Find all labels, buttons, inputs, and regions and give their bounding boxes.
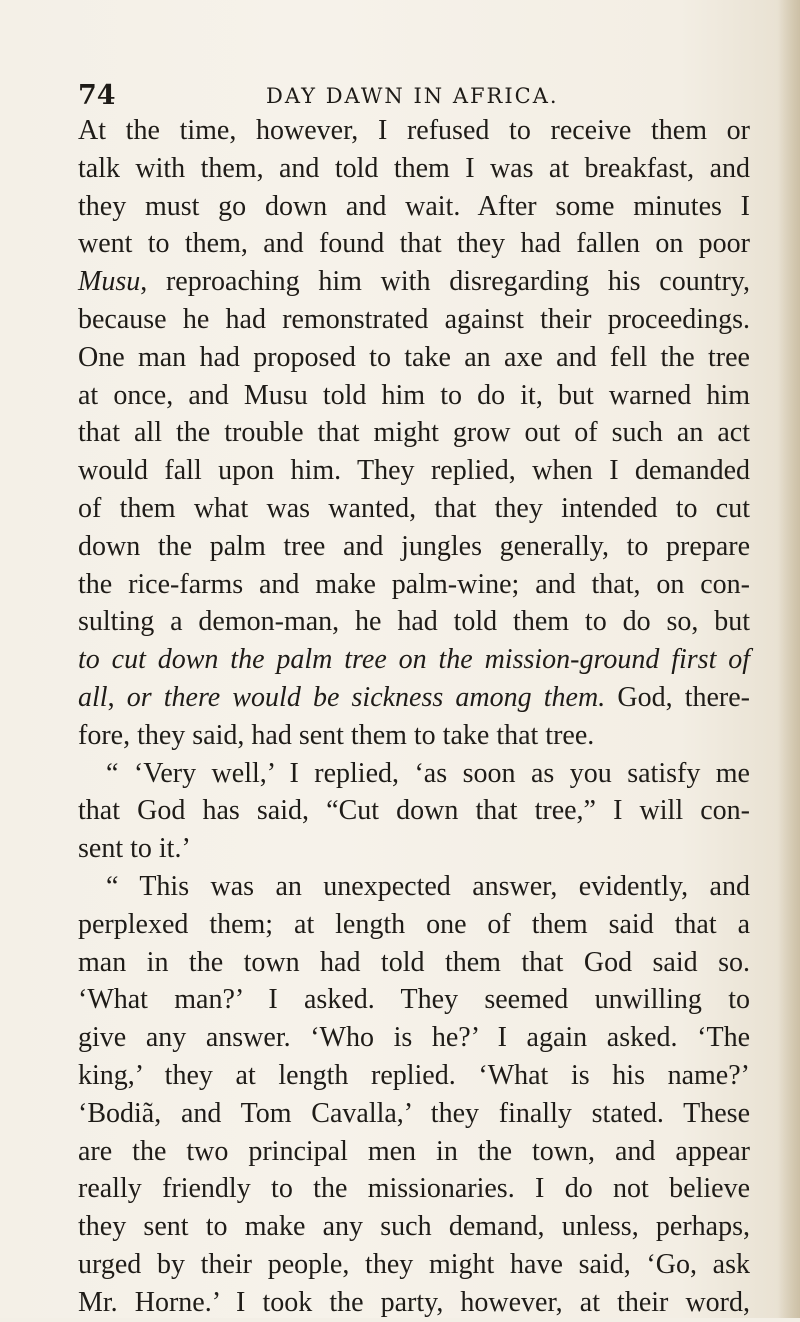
text-line <box>78 452 750 490</box>
text-line <box>78 906 750 944</box>
text-line <box>78 830 750 868</box>
text-segment: , reproaching him with disregarding his country, <box>140 266 750 298</box>
text-line <box>78 1095 750 1133</box>
text-segment: went to them, and found that they had fallen on poor <box>78 228 750 260</box>
text-line <box>78 641 750 679</box>
text-segment: because he had remonstrated against their proceedings. <box>78 303 750 335</box>
running-head: DAY DAWN IN AFRICA. <box>266 84 559 108</box>
text-segment: ‘What man?’ I asked. They seemed unwilling to <box>78 984 750 1016</box>
text-segment: , <box>107 681 127 713</box>
text-line <box>78 1057 750 1095</box>
text-segment: man in the town had told them that God said so. <box>78 946 750 978</box>
page-edge-shadow <box>778 0 800 1318</box>
text-line <box>78 1133 750 1171</box>
italic-text: Musu <box>78 266 141 298</box>
text-line <box>78 868 750 906</box>
italic-text: all <box>78 681 108 713</box>
text-line <box>78 755 750 793</box>
text-segment: they sent to make any such demand, unless, perhaps, <box>78 1211 750 1243</box>
text-line <box>78 225 750 263</box>
text-line <box>78 792 750 830</box>
text-segment: perplexed them; at length one of them said that a <box>78 908 750 940</box>
text-line <box>78 603 750 641</box>
text-segment: are the two principal men in the town, and appear <box>78 1135 750 1167</box>
text-segment: down the palm tree and jungles generally, to prepare <box>78 530 750 562</box>
text-segment: give any answer. ‘Who is he?’ I again asked. ‘The <box>78 1022 750 1054</box>
text-line <box>78 717 750 755</box>
text-line <box>78 263 750 301</box>
text-segment: of them what was wanted, that they intended to cut <box>78 492 750 524</box>
text-segment: “ This was an unexpected answer, evidently, and <box>106 870 750 902</box>
text-segment: king,’ they at length replied. ‘What is his name?’ <box>78 1059 750 1091</box>
text-line <box>78 301 750 339</box>
body-text <box>78 112 750 1322</box>
text-line <box>78 490 750 528</box>
text-segment: One man had proposed to take an axe and fell the tree <box>78 341 750 373</box>
text-line <box>78 377 750 415</box>
text-line <box>78 1246 750 1284</box>
text-line <box>78 112 750 150</box>
text-segment: urged by their people, they might have said, ‘Go, ask <box>78 1248 750 1280</box>
text-segment: the rice-farms and make palm-wine; and that, on con- <box>78 568 750 600</box>
text-segment: At the time, however, I refused to receive them or <box>78 115 750 146</box>
italic-text: to cut down the palm tree on the mission-ground first of <box>78 644 750 676</box>
text-segment: sulting a demon-man, he had told them to do so, but <box>78 606 750 638</box>
text-segment: that all the trouble that might grow out of such an act <box>78 417 750 449</box>
text-line <box>78 679 750 717</box>
text-segment: ‘Bodiã, and Tom Cavalla,’ they finally stated. These <box>78 1097 750 1129</box>
text-segment: they must go down and wait. After some minutes I <box>78 190 750 222</box>
text-line <box>78 528 750 566</box>
text-line <box>78 188 750 226</box>
text-segment: really friendly to the missionaries. I do not believe <box>78 1173 750 1205</box>
text-segment: that God has said, “Cut down that tree,” I will con- <box>78 795 750 827</box>
text-segment: God, there- <box>605 681 751 713</box>
text-line <box>78 944 750 982</box>
text-line <box>78 150 750 188</box>
text-line <box>78 566 750 604</box>
text-line <box>78 981 750 1019</box>
text-segment: would fall upon him. They replied, when I demanded <box>78 455 750 487</box>
text-line <box>78 339 750 377</box>
text-segment: “ ‘Very well,’ I replied, ‘as soon as you satisfy me <box>106 757 750 789</box>
text-segment: Mr. Horne.’ I took the party, however, at their word, <box>78 1286 750 1318</box>
text-line <box>78 1208 750 1246</box>
page-number: 74 <box>78 80 116 111</box>
text-line <box>78 1284 750 1322</box>
text-line <box>78 1019 750 1057</box>
text-line <box>78 1170 750 1208</box>
italic-text: or there would be sickness among them. <box>126 681 606 713</box>
text-segment: sent to it.’ <box>78 833 191 865</box>
text-segment: at once, and Musu told him to do it, but warned him <box>78 379 750 411</box>
text-line <box>78 414 750 452</box>
text-segment: fore, they said, had sent them to take that tree. <box>78 719 595 751</box>
text-segment: talk with them, and told them I was at breakfast, and <box>78 152 750 184</box>
